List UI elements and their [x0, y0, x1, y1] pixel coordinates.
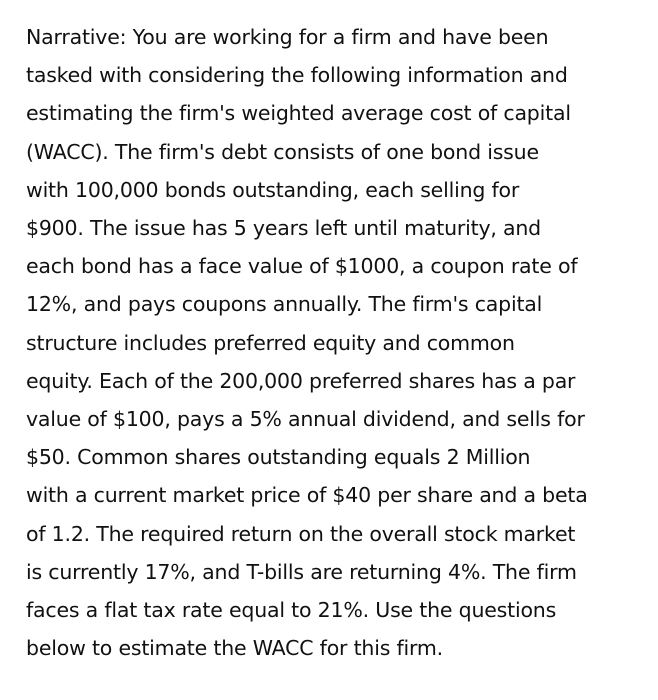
text-line: (WACC). The firm's debt consists of one bond issue	[26, 139, 539, 164]
text-line: each bond has a face value of $1000, a coupon rate of	[26, 254, 578, 279]
text-line: 12%, and pays coupons annually. The firm's capital	[26, 292, 543, 317]
text-line: estimating the firm's weighted average cost of capital	[26, 101, 571, 126]
text-line: equity. Each of the 200,000 preferred shares has a par	[26, 368, 576, 393]
text-line: tasked with considering the following information and	[26, 63, 568, 88]
text-line: $900. The issue has 5 years left until maturity, and	[26, 216, 541, 241]
text-line: with 100,000 bonds outstanding, each selling for	[26, 177, 520, 202]
text-line: with a current market price of $40 per share and a beta	[26, 483, 588, 508]
text-line: $50. Common shares outstanding equals 2 Million	[26, 445, 531, 470]
text-line: is currently 17%, and T-bills are returning 4%. The firm	[26, 559, 577, 584]
text-line: value of $100, pays a 5% annual dividend, and sells for	[26, 407, 585, 432]
text-line: Narrative: You are working for a firm and have been	[26, 25, 549, 49]
text-line: below to estimate the WACC for this firm.	[26, 636, 443, 661]
text-line: of 1.2. The required return on the overall stock market	[26, 521, 576, 546]
text-line: structure includes preferred equity and common	[26, 330, 515, 355]
text-line: faces a flat tax rate equal to 21%. Use the questions	[26, 598, 557, 623]
narrative-paragraph	[26, 18, 646, 667]
